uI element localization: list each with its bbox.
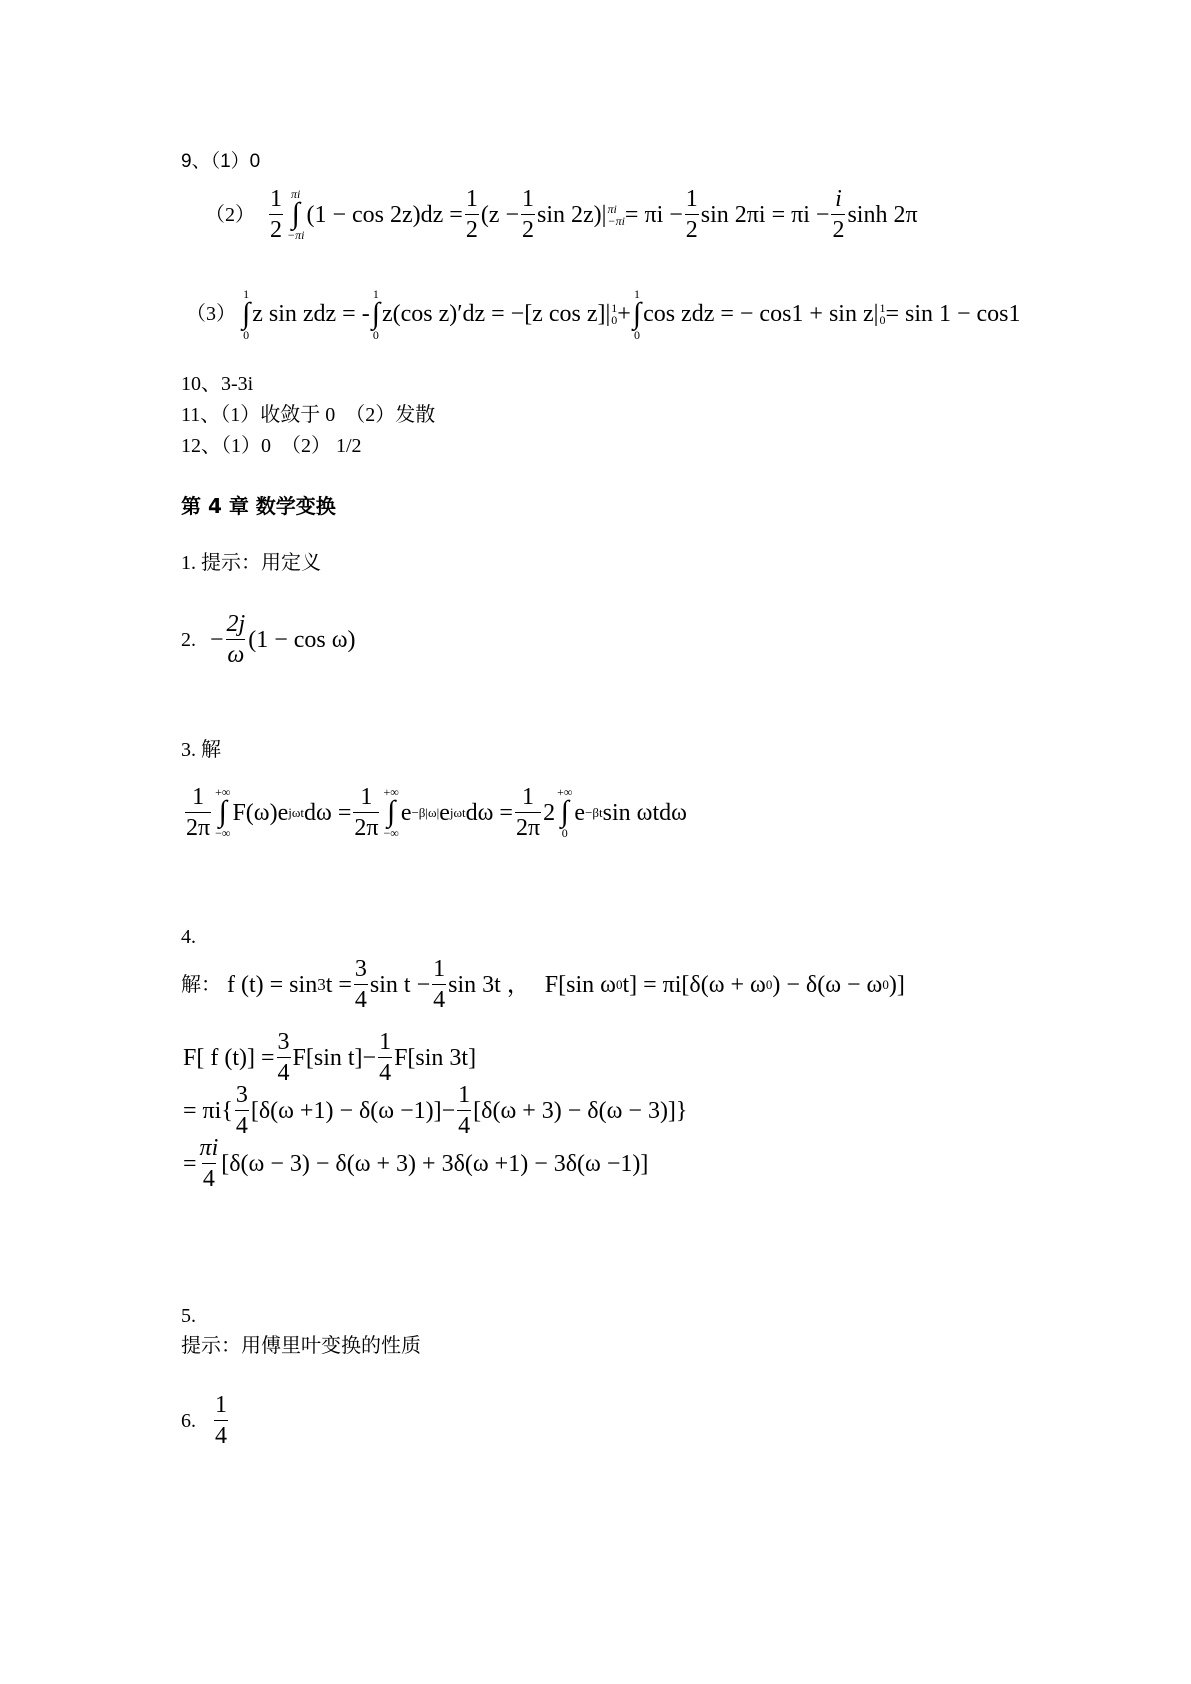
item2-answer (181, 612, 356, 667)
fraction: $\frac{3}{4}$ (277, 1029, 290, 1086)
evaluation-bar: | 1 0 (605, 301, 618, 328)
term: sin 3t ， (448, 971, 531, 998)
fraction: $\frac{1}{4}$ (215, 1392, 227, 1449)
term: − (210, 626, 224, 653)
term: sin t − (369, 971, 431, 998)
fraction: $\frac{1}{2}$ (270, 186, 282, 243)
item4-line3 (183, 1083, 687, 1138)
term: t] = πi[δ(ω + ω (622, 971, 766, 998)
q9-part3-label: （3） (186, 303, 236, 326)
fraction: $\frac{i}{2}$ (832, 186, 845, 243)
term: e (574, 799, 586, 826)
fraction: $\frac{1}{4}$ (458, 1082, 471, 1139)
integral-sign: 1 ∫ 0 (371, 287, 380, 342)
term: dω = (304, 799, 352, 826)
term: 2 (543, 799, 556, 826)
term: sinh 2π (847, 201, 918, 228)
item2-label: 2. (181, 628, 196, 651)
term: = (183, 1150, 197, 1177)
term: F[sin 3t] (394, 1044, 477, 1071)
term: [δ(ω + 3) − δ(ω − 3)]} (473, 1097, 688, 1124)
term: [δ(ω − 3) − δ(ω + 3) + 3δ(ω +1) − 3δ(ω −1)] (221, 1150, 649, 1177)
term: sin 2z) (537, 201, 602, 228)
integral-sign: πi ∫ −πi (287, 187, 305, 242)
q9-part3-equation (186, 288, 1021, 341)
term: (1 − cos ω) (248, 626, 356, 653)
item4-line2 (183, 1030, 476, 1085)
fraction: $\frac{1}{2}$ (685, 186, 698, 243)
term: z sin zdz = - (252, 301, 370, 328)
term: dω = (465, 799, 513, 826)
solution-label: 解： (181, 973, 221, 996)
fraction: $\frac{2j}{\omega}$ (226, 611, 246, 668)
term: e (439, 799, 450, 826)
item6-label: 6. (181, 1409, 196, 1432)
term: z(cos z)′dz = −[z cos z] (381, 301, 606, 328)
term: cos zdz = − cos1 + sin z (643, 301, 874, 328)
term: F[sin t]− (292, 1044, 377, 1071)
q9-label: 9、（1）0 (181, 151, 261, 172)
item3-label: 3. 解 (181, 739, 221, 761)
chapter-heading: 第 4 章 数学变换 (181, 494, 336, 518)
q12-answer: 12、（1）0 （2） 1/2 (181, 435, 362, 457)
fraction: $\frac{3}{4}$ (354, 956, 367, 1013)
q10-answer: 10、3-3i (181, 373, 254, 395)
q9-part2-equation (205, 187, 918, 242)
item4-line1: 解： f (t) = sin 3 t = $\frac{3}{4}$ sin t − $\frac{1}{4}$ sin 3t ， F[sin ω 0 t] = πi[δ(ω + ω 0 ) − δ(ω − ω 0 )] (181, 956, 905, 1013)
item5-hint: 提示：用傅里叶变换的性质 (181, 1335, 421, 1357)
term: sin 2πi = πi − (700, 201, 830, 228)
term: = πi{ (183, 1097, 233, 1124)
term: = sin 1 − cos1 (885, 301, 1021, 328)
fraction: $\frac{1}{2}$ (522, 186, 534, 243)
term: t = (325, 971, 352, 998)
term: sin ωtdω (602, 799, 687, 826)
fraction: $\frac{1}{2\pi}$ (515, 784, 541, 841)
term: )] (888, 971, 905, 998)
q11-answer: 11、（1）收敛于 0 （2）发散 (181, 404, 436, 426)
item5-label: 5. (181, 1305, 196, 1327)
item4-line4 (183, 1136, 648, 1191)
term: F(ω)e (232, 799, 289, 826)
integral-sign: +∞ ∫ −∞ (215, 785, 231, 840)
term: e (400, 799, 412, 826)
evaluation-bar: | 1 0 (873, 301, 886, 328)
term: = πi − (624, 201, 683, 228)
item4-label: 4. (181, 926, 196, 948)
term: [δ(ω +1) − δ(ω −1)]− (250, 1097, 456, 1124)
integral-sign: +∞ ∫ 0 (557, 785, 573, 840)
evaluation-bar: | πi −πi (601, 201, 625, 228)
fraction: $\frac{1}{4}$ (379, 1029, 392, 1086)
fraction: $\frac{\pi i}{4}$ (199, 1135, 219, 1192)
fraction: $\frac{3}{4}$ (235, 1082, 248, 1139)
fraction: $\frac{1}{2\pi}$ (186, 784, 211, 841)
integral-sign: +∞ ∫ −∞ (383, 785, 399, 840)
item1-hint: 1. 提示：用定义 (181, 552, 321, 574)
term: F[ f (t)] = (183, 1044, 275, 1071)
q9-part2-label: （2） (205, 203, 255, 226)
fraction: $\frac{1}{2\pi}$ (354, 784, 379, 841)
term: + (617, 301, 631, 328)
term: ) − δ(ω − ω (772, 971, 883, 998)
integral-sign: 1 ∫ 0 (632, 287, 642, 342)
item6-answer (181, 1393, 230, 1448)
term: (z − (480, 201, 519, 228)
fraction: $\frac{1}{2}$ (465, 186, 478, 243)
fraction: $\frac{1}{4}$ (433, 956, 446, 1013)
item3-equation: $\frac{1}{2\pi}$ +∞ ∫ −∞ F(ω)e jωt dω = $\frac{1}{2\pi}$ +∞ ∫ −∞ e −β|ω| e jωt dω = $\frac{1}{2\pi}$ 2 +∞ ∫ 0 e −βt sin ωtdω (186, 784, 687, 841)
integral-sign: 1 ∫ 0 (242, 287, 251, 342)
term: f (t) = sin (227, 971, 318, 998)
term: F[sin ω (544, 971, 616, 998)
integrand: (1 − cos 2z)dz = (306, 201, 463, 228)
